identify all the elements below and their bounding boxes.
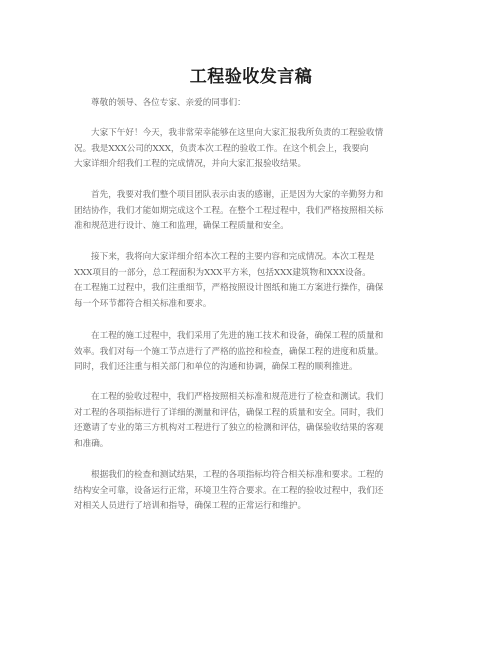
paragraph-line: 效率。我们对每一个施工节点进行了严格的监控和检查，确保工程的进度和质量。 — [74, 346, 384, 357]
paragraph-line: 在工程施工过程中，我们注重细节，严格按照设计图纸和施工方案进行操作，确保 — [74, 283, 384, 294]
paragraph-line: 同时，我们还注重与相关部门和单位的沟通和协调，确保工程的顺利推进。 — [74, 362, 358, 373]
paragraph-line: 准和规范进行设计、施工和监理，确保工程质量和安全。 — [74, 221, 289, 232]
paragraph-line: 大家详细介绍我们工程的完成情况，并向大家汇报验收结果。 — [74, 159, 307, 170]
paragraph-line: 还邀请了专业的第三方机构对工程进行了独立的检测和评估，确保验收结果的客观 — [74, 423, 384, 434]
paragraph-line: 团结协作，我们才能如期完成这个工程。在整个工程过程中，我们严格按照相关标 — [74, 205, 384, 216]
paragraph-line: 根据我们的检查和测试结果，工程的各项指标均符合相关标准和要求。工程的 — [91, 470, 384, 480]
paragraph-line: 在工程的验收过程中，我们严格按照相关标准和规范进行了检查和测试。我们 — [91, 392, 384, 402]
paragraph-line: 尊敬的领导、各位专家、亲爱的同事们： — [91, 98, 246, 108]
paragraph-line: XXX项目的一部分，总工程面积为XXX平方米，包括XXX建筑物和XXX设备。 — [74, 267, 371, 278]
body-paragraph — [74, 126, 434, 173]
paragraph-line: 首先，我要对我们整个项目团队表示由衷的感谢，正是因为大家的辛勤努力和 — [91, 190, 384, 200]
paragraph-line: 大家下午好！今天，我非常荣幸能够在这里向大家汇报我所负责的工程验收情 — [91, 128, 384, 138]
paragraph-line: 结构安全可靠，设备运行正常，环境卫生符合要求。在工程的验收过程中，我们还 — [74, 485, 384, 496]
body-paragraph — [74, 329, 434, 376]
paragraph-line: 和准确。 — [74, 439, 109, 450]
paragraph-line: 接下来，我将向大家详细介绍本次工程的主要内容和完成情况。本次工程是 — [91, 252, 375, 262]
body-paragraph — [74, 468, 434, 515]
body-paragraph — [74, 188, 434, 235]
paragraph-line: 对相关人员进行了培训和指导，确保工程的正常运行和维护。 — [74, 501, 307, 512]
document-title: 工程验收发言稿 — [189, 67, 313, 87]
salutation-paragraph — [74, 96, 434, 112]
body-paragraph — [74, 250, 434, 313]
paragraph-line: 况。我是XXX公司的XXX，负责本次工程的验收工作。在这个机会上，我要向 — [74, 143, 369, 154]
paragraph-line: 对工程的各项指标进行了详细的测量和评估，确保工程的质量和安全。同时，我们 — [74, 407, 384, 418]
paragraph-line: 在工程的施工过程中，我们采用了先进的施工技术和设备，确保工程的质量和 — [91, 331, 384, 341]
paragraph-line: 每一个环节都符合相关标准和要求。 — [74, 299, 212, 310]
body-paragraph — [74, 390, 434, 453]
